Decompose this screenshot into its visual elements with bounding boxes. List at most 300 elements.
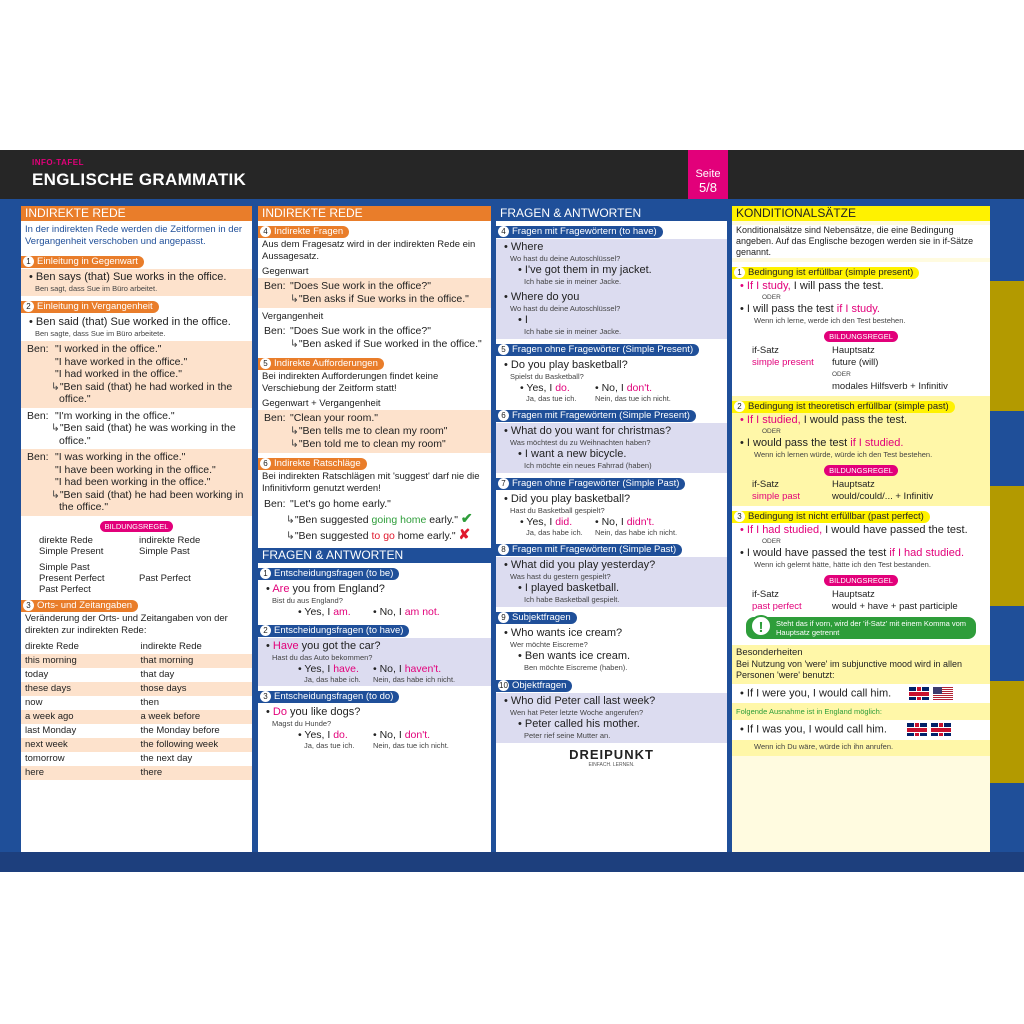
table-row <box>21 738 252 752</box>
subheading-k3 <box>732 511 930 523</box>
reported-quote <box>27 489 252 514</box>
reported-quote <box>264 425 491 438</box>
subheading-6 <box>258 458 367 470</box>
column-indirect-speech-1 <box>21 206 252 858</box>
conditional-1 <box>732 262 990 396</box>
main-clause: • I will pass the test <box>740 303 837 315</box>
text-part: you got the car? <box>298 640 381 652</box>
section-heading: KONDITIONALSÄTZE <box>732 206 990 221</box>
subheading-label: Indirekte Fragen <box>274 226 344 237</box>
text-part: • Yes, I <box>298 729 334 741</box>
subheading <box>496 544 682 556</box>
if-clause: • If I studied, <box>740 414 801 426</box>
example-de: Peter rief seine Mutter an. <box>524 731 611 740</box>
number-badge: 5 <box>498 344 509 355</box>
example-block <box>21 314 252 341</box>
highlight: did. <box>555 516 573 528</box>
quote: "I'm working in the office." <box>55 409 175 422</box>
tense-label: Vergangenheit <box>262 311 324 322</box>
column-questions <box>496 206 727 858</box>
qa-block <box>496 357 727 405</box>
intro-text: Konditionalsätze sind Nebensätze, die eine Bedingung angeben. Auf das Englische bezogen werden sie in if-Sätze genannt. <box>732 225 990 258</box>
number-badge: 1 <box>260 568 271 579</box>
time-table <box>21 654 252 780</box>
speaker-label: Ben: <box>264 498 286 510</box>
quote: "I have worked in the office." <box>55 355 188 368</box>
answers <box>258 606 491 618</box>
cell-indirect: the next day <box>140 752 193 764</box>
rule-head: if-Satz <box>752 589 779 600</box>
subheading-4 <box>258 226 349 238</box>
reported-text: "Ben said (that) he had worked in the office." <box>59 380 233 405</box>
rule-cell: Past Perfect <box>39 583 91 595</box>
rule-cell: Simple Past <box>139 545 190 557</box>
reported-quote <box>27 381 252 406</box>
cell-direct: tomorrow <box>25 752 65 764</box>
cross-icon: ✘ <box>458 526 471 542</box>
answers <box>496 382 727 394</box>
subheading-1 <box>21 256 144 268</box>
example-de: Wen hat Peter letzte Woche angerufen? <box>510 708 644 717</box>
number-badge: 3 <box>260 691 271 702</box>
if-clause: if I study. <box>836 303 880 315</box>
number-badge: 3 <box>734 511 745 522</box>
subheading-label: Objektfragen <box>512 680 567 691</box>
cell-indirect: a week before <box>140 710 201 722</box>
answers-de <box>496 528 727 537</box>
example-block <box>258 323 491 353</box>
text-part: you like dogs? <box>286 706 361 718</box>
answers <box>258 663 491 675</box>
example-en <box>510 650 727 663</box>
reported-text: "Ben said (that) he was working in the office." <box>59 422 236 447</box>
cell-indirect: that morning <box>140 654 194 666</box>
subheading-2 <box>21 301 159 313</box>
arrow-icon: ↳ <box>290 438 299 450</box>
uk-flag-icon <box>907 723 927 736</box>
header-sup: INFO-TAFEL <box>32 158 84 167</box>
text-part: • Yes, I <box>520 516 556 528</box>
wrong-example <box>264 527 491 543</box>
qa-block <box>258 638 491 686</box>
reported-text: "Ben said (that) he had been working in the office." <box>59 488 244 513</box>
example-de: Ben sagte, dass Sue im Büro arbeitete. <box>35 329 166 338</box>
text-part: • No, I <box>373 606 405 618</box>
subheading-label: Einleitung in Vergangenheit <box>37 301 153 312</box>
example-de: Ich habe sie in meiner Jacke. <box>524 327 622 336</box>
section-heading: INDIREKTE REDE <box>258 206 491 221</box>
section-text: Bei Nutzung von 'were' im subjunctive mood wird in allen Personen 'were' benutzt: <box>736 659 963 680</box>
speaker-label: Ben: <box>27 409 49 422</box>
arrow-icon: ↳ <box>286 514 295 526</box>
section-text: Aus dem Fragesatz wird in der indirekten Rede ein Aussagesatz. <box>262 239 476 262</box>
subheading-label: Entscheidungsfragen (to have) <box>274 625 404 636</box>
highlight: am. <box>333 606 351 618</box>
example-en <box>496 627 727 640</box>
quote: "Clean your room." <box>290 412 378 424</box>
questions-list <box>496 221 727 743</box>
section-heading: FRAGEN & ANTWORTEN <box>258 548 491 563</box>
text-part: • Who wants ice cream? <box>504 627 623 639</box>
speaker-label: Ben: <box>264 412 286 424</box>
time-table-header <box>21 640 252 654</box>
example-en <box>510 314 727 327</box>
text-part: • No, I <box>373 663 405 675</box>
translation: Wenn ich Du wäre, würde ich ihn anrufen. <box>754 741 894 751</box>
qa-block <box>496 423 727 473</box>
table-head: indirekte Rede <box>140 640 202 652</box>
number-badge: 4 <box>498 226 509 237</box>
rule-head: Hauptsatz <box>832 589 875 600</box>
page-title: ENGLISCHE GRAMMATIK <box>32 170 247 189</box>
if-clause: • If I study, <box>740 280 791 292</box>
intro-text: In der indirekten Rede werden die Zeitformen in der Vergangenheit verschoben und angepasst. <box>25 224 243 247</box>
cell-direct: next week <box>25 738 68 750</box>
answer-de: Ja, das tue ich. <box>526 394 577 403</box>
arrow-icon: ↳ <box>286 530 295 542</box>
text-part: • Ben wants ice cream. <box>518 650 631 662</box>
subheading <box>496 612 577 624</box>
table-row <box>21 696 252 710</box>
answer-de: Ja, das tue ich. <box>304 741 355 750</box>
example-de: Ich möchte ein neues Fahrrad (haben) <box>524 461 652 470</box>
number-badge: 8 <box>498 544 509 555</box>
highlight: am not. <box>404 606 440 618</box>
reported-text: "Ben tells me to clean my room" <box>298 425 448 437</box>
if-clause: if I had studied. <box>889 547 964 559</box>
number-badge: 2 <box>734 401 745 412</box>
example-de: Ben sagt, dass Sue im Büro arbeitet. <box>35 284 158 293</box>
example-en: • Ben says (that) Sue works in the office. <box>29 271 227 283</box>
text-part: • Do you play basketball? <box>504 359 628 371</box>
example <box>732 437 990 450</box>
rule-cell: past perfect <box>752 601 802 612</box>
if-clause: if I studied. <box>850 437 904 449</box>
subheading-label: Fragen mit Fragewörtern (to have) <box>512 226 657 237</box>
qa-block <box>496 557 727 607</box>
side-stripe <box>990 206 1024 858</box>
table-row <box>21 766 252 780</box>
subheading-3 <box>21 600 138 612</box>
rule-cell: would + have + past participle <box>832 601 958 612</box>
number-badge: 9 <box>498 612 509 623</box>
subheading-label: Fragen mit Fragewörtern (Simple Past) <box>512 544 677 555</box>
example-de: Was möchtest du zu Weihnachten haben? <box>510 438 651 447</box>
highlight: do. <box>333 729 348 741</box>
example-block <box>258 495 491 545</box>
text-part: • What do you want for christmas? <box>504 425 672 437</box>
bottom-bar <box>0 852 1024 872</box>
cell-direct: here <box>25 766 45 778</box>
subheading-label: Fragen ohne Fragewörter (Simple Present) <box>512 344 694 355</box>
text-part: you from England? <box>289 583 385 595</box>
reported-text: "Ben told me to clean my room" <box>298 438 446 450</box>
rule-cell: future (will) <box>832 357 879 368</box>
section-text: Bei indirekten Ratschlägen mit 'suggest' darf nie die Infinitivform genutzt werden! <box>262 471 480 494</box>
highlight: have. <box>333 663 359 675</box>
rule-badge: BILDUNGSREGEL <box>824 575 898 586</box>
special-cases <box>732 645 990 756</box>
logo-text: DREIPUNKT <box>569 747 654 762</box>
text-part: • Where do you <box>504 291 580 303</box>
number-badge: 10 <box>499 681 508 690</box>
qa-block <box>496 693 727 743</box>
quote: "I have been working in the office." <box>55 463 216 476</box>
answer-de: Nein, das habe ich nicht. <box>595 528 678 537</box>
question: • Are you from England? <box>266 583 385 595</box>
subheading-k1 <box>732 267 919 279</box>
number-badge: 6 <box>260 458 271 469</box>
text-part: • I want a new bicycle. <box>518 448 627 460</box>
qa-block <box>496 625 727 675</box>
example <box>732 303 990 316</box>
us-flag-icon <box>933 687 953 700</box>
answer-de: Ja, das habe ich. <box>304 675 361 684</box>
number-badge: 4 <box>260 226 271 237</box>
reported-quote <box>27 422 252 447</box>
section-text: Bei indirekten Aufforderungen findet keine Verschiebung der Zeitform statt! <box>262 371 439 394</box>
quote: "I worked in the office." <box>55 343 162 355</box>
answers-de <box>258 675 491 684</box>
rule-head: Hauptsatz <box>832 345 875 356</box>
example-de: Hast du Basketball gespielt? <box>510 506 605 515</box>
table-head: direkte Rede <box>25 640 79 652</box>
example-group-1 <box>21 341 252 408</box>
number-badge: 5 <box>260 358 271 369</box>
text-part: "Ben suggested <box>294 530 372 542</box>
info-sheet <box>0 150 1024 872</box>
question-de: Magst du Hunde? <box>272 719 332 728</box>
example-group-2 <box>21 408 252 450</box>
text-part: • I played basketball. <box>518 582 620 594</box>
rule-table <box>732 479 990 503</box>
main-clause: • I would have passed the test <box>740 547 890 559</box>
arrow-icon: ↳ <box>51 422 60 434</box>
subheading-label: Subjektfragen <box>512 612 571 623</box>
example <box>732 280 990 293</box>
logo-tagline: EINFACH. LERNEN. <box>588 762 635 768</box>
arrow-icon: ↳ <box>51 380 60 393</box>
number-badge: 1 <box>734 267 745 278</box>
rule-table <box>21 535 252 595</box>
if-clause: • If I had studied, <box>740 524 823 536</box>
speaker-label: Ben: <box>264 280 286 292</box>
example-de: Wo hast du deine Autoschlüssel? <box>510 254 621 263</box>
qa-block <box>258 704 491 752</box>
stripe-gap <box>990 783 1024 858</box>
example <box>732 414 990 427</box>
comma-note <box>746 617 976 639</box>
highlight: haven't. <box>404 663 442 675</box>
quote: "I was working in the office." <box>55 451 186 463</box>
rule-head: direkte Rede <box>39 534 93 546</box>
text-part: early." <box>426 514 458 526</box>
speaker-label: Ben: <box>264 325 286 337</box>
number-badge: 2 <box>260 625 271 636</box>
table-row <box>21 682 252 696</box>
rule-cell: simple past <box>752 491 801 502</box>
rule-cell: Simple Past <box>39 561 90 573</box>
example-text: • If I was you, I would call him. <box>740 723 887 736</box>
section-heading: FRAGEN & ANTWORTEN <box>496 206 727 221</box>
example-en <box>496 291 727 304</box>
text-part: "Ben suggested <box>294 514 372 526</box>
number-badge: 1 <box>23 256 34 267</box>
example-de: Wo hast du deine Autoschlüssel? <box>510 304 621 313</box>
quote: "Does Sue work in the office?" <box>290 280 431 292</box>
answers-de <box>496 394 727 403</box>
answers <box>496 516 727 528</box>
subheading-f3 <box>258 691 399 703</box>
stripe-gap <box>990 606 1024 681</box>
brand-logo <box>496 747 727 768</box>
example-de: Ben möchte Eiscreme (haben). <box>524 663 628 672</box>
example <box>732 524 990 537</box>
or-label: ODER <box>762 294 781 301</box>
answer-de: Nein, das habe ich nicht. <box>373 675 456 684</box>
stripe-gap <box>990 411 1024 486</box>
number-badge: 7 <box>498 478 509 489</box>
example-en <box>510 264 727 277</box>
speaker-label: Ben: <box>27 451 49 463</box>
subheading <box>496 410 696 422</box>
reported-text: "Ben asks if Sue works in the office." <box>298 293 469 305</box>
conditional-3 <box>732 506 990 645</box>
text-part: • Peter called his mother. <box>518 718 640 730</box>
example-text: • If I were you, I would call him. <box>740 687 892 700</box>
quote: "Let's go home early." <box>290 498 391 510</box>
cell-indirect: those days <box>140 682 187 694</box>
example-de: Was hast du gestern gespielt? <box>510 572 611 581</box>
text-part: • No, I <box>373 729 405 741</box>
main-clause: • I would pass the test <box>740 437 851 449</box>
example <box>732 547 990 560</box>
text-part: • I've got them in my jacket. <box>518 264 652 276</box>
column-indirect-speech-2 <box>258 206 491 858</box>
note-text: Folgende Ausnahme ist in England möglich: <box>736 707 882 717</box>
rule-head: if-Satz <box>752 479 779 490</box>
reported-quote <box>264 338 491 351</box>
section-heading: INDIREKTE REDE <box>21 206 252 221</box>
example-en <box>496 241 727 254</box>
number-badge: 3 <box>23 600 34 611</box>
answer-de: Nein, das tue ich nicht. <box>373 741 449 750</box>
highlight: didn't. <box>626 516 655 528</box>
text-part: • Where <box>504 241 544 253</box>
or-label: ODER <box>762 428 781 435</box>
subheading-label: Fragen mit Fragewörtern (Simple Present) <box>512 410 690 421</box>
example <box>732 684 990 703</box>
reported-text: "Ben asked if Sue worked in the office." <box>298 338 482 350</box>
subheading-label: Bedingung ist erfüllbar (simple present) <box>748 267 914 278</box>
table-row <box>21 654 252 668</box>
highlight-wrong: to go <box>371 530 395 542</box>
speaker-label: Ben: <box>27 343 49 355</box>
qa-block <box>496 491 727 539</box>
note-text: Steht das if vorn, wird der 'if-Satz' mit einem Komma vom Hauptsatz getrennt <box>776 619 967 637</box>
translation: Wenn ich lerne, werde ich den Test bestehen. <box>754 316 906 325</box>
example-de: Ich habe Basketball gespielt. <box>524 595 620 604</box>
subheading <box>496 680 572 692</box>
highlight: Have <box>272 640 299 652</box>
cell-direct: these days <box>25 682 71 694</box>
subheading-k2 <box>732 401 955 413</box>
text-part: home early." <box>394 530 456 542</box>
text-part: • Yes, I <box>520 382 556 394</box>
text-part: • Yes, I <box>298 663 334 675</box>
example-de: Spielst du Basketball? <box>510 372 584 381</box>
example-en <box>510 448 727 461</box>
subheading-label: Bedingung ist theoretisch erfüllbar (simple past) <box>748 401 949 412</box>
example-en <box>496 695 727 708</box>
example-group-3 <box>21 449 252 516</box>
subheading-label: Fragen ohne Fragewörter (Simple Past) <box>512 478 680 489</box>
reported-quote <box>264 293 491 306</box>
subheading-f2 <box>258 625 409 637</box>
highlight-correct: going home <box>371 514 427 526</box>
cell-direct: now <box>25 696 43 708</box>
qa-block <box>496 239 727 289</box>
tense-label: Gegenwart <box>262 266 309 277</box>
text-part: • Did you play basketball? <box>504 493 631 505</box>
example-en <box>510 718 727 731</box>
example-en <box>496 359 727 372</box>
subheading-label: Indirekte Aufforderungen <box>274 358 378 369</box>
question-de: Hast du das Auto bekommen? <box>272 653 373 662</box>
uk-flag-icon <box>931 723 951 736</box>
subheading-label: Bedingung ist nicht erfüllbar (past perfect) <box>748 511 924 522</box>
cell-indirect: the Monday before <box>140 724 220 736</box>
main-clause: I would have passed the test. <box>822 524 968 536</box>
quote: "Does Sue work in the office?" <box>290 325 431 337</box>
rule-badge: BILDUNGSREGEL <box>824 331 898 342</box>
number-badge: 6 <box>498 410 509 421</box>
rule-badge: BILDUNGSREGEL <box>824 465 898 476</box>
cell-direct: today <box>25 668 49 680</box>
example-de: Ich habe sie in meiner Jacke. <box>524 277 622 286</box>
arrow-icon: ↳ <box>290 425 299 437</box>
number-badge: 2 <box>23 301 34 312</box>
text-part: • No, I <box>595 382 627 394</box>
subheading-label: Einleitung in Gegenwart <box>37 256 138 267</box>
rule-table <box>732 345 990 393</box>
example-en <box>496 559 727 572</box>
column-conditionals <box>732 206 990 858</box>
question: • Do you like dogs? <box>266 706 361 718</box>
tense-label: Gegenwart + Vergangenheit <box>262 398 381 409</box>
subheading-f1 <box>258 568 399 580</box>
answer-de: Ja, das habe ich. <box>526 528 583 537</box>
cell-direct: last Monday <box>25 724 77 736</box>
page-label: Seite <box>695 168 721 180</box>
conditional-2 <box>732 396 990 506</box>
quote: "I had been working in the office." <box>55 476 211 488</box>
rule-head: Hauptsatz <box>832 479 875 490</box>
translation: Wenn ich lernen würde, würde ich den Test bestehen. <box>754 450 933 459</box>
subheading <box>496 478 685 490</box>
subheading-label: Orts- und Zeitangaben <box>37 599 133 611</box>
subheading-label: Entscheidungsfragen (to do) <box>274 691 394 702</box>
highlight: Do <box>272 706 287 718</box>
main-clause: I would pass the test. <box>800 414 908 426</box>
rule-cell: Present Perfect <box>39 572 105 584</box>
exclamation-icon: ! <box>750 615 772 637</box>
cell-indirect: then <box>140 696 159 708</box>
text-part: • What did you play yesterday? <box>504 559 656 571</box>
table-row <box>21 752 252 766</box>
qa-block <box>496 289 727 339</box>
cell-direct: a week ago <box>25 710 74 722</box>
